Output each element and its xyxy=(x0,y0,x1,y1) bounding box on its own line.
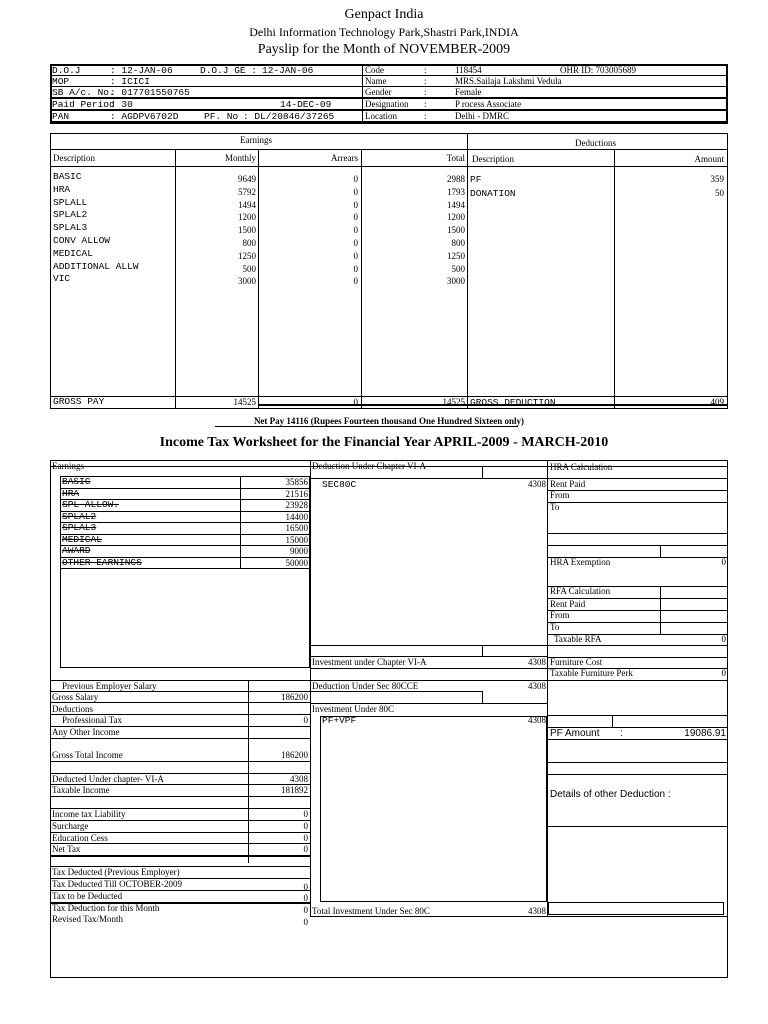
pf-value: : DL/20846/37265 xyxy=(243,111,335,122)
sec80cce-label: Deduction Under Sec 80CCE xyxy=(312,681,419,691)
earning-row-desc: SPLALL xyxy=(53,196,88,208)
earning-row-monthly: 9649 xyxy=(238,174,256,184)
ws-earning-label: BASIC xyxy=(62,476,91,487)
gross-pay-total: 14525 xyxy=(442,397,465,407)
earning-row-total: 800 xyxy=(451,238,465,248)
hra-calc-label: HRA Calculation xyxy=(550,462,613,472)
sb-label: SB A/c. No. xyxy=(52,87,115,98)
earnings-label: Earnings xyxy=(52,461,84,471)
gross-salary-label: Gross Salary xyxy=(52,692,99,702)
designation-label: Designation xyxy=(365,99,409,109)
total-80c-value: 4308 xyxy=(528,906,546,916)
sec80c-value: 4308 xyxy=(528,479,546,489)
payslip-title: Payslip for the Month of NOVEMBER-2009 xyxy=(257,42,511,57)
gross-deduction-amount: 409 xyxy=(710,397,724,407)
worksheet-title: Income Tax Worksheet for the Financial Year APRIL-2009 - MARCH-2010 xyxy=(159,435,609,450)
other-deduction-label: Details of other Deduction : xyxy=(550,789,671,800)
earning-row-desc: SPLAL2 xyxy=(53,209,88,221)
earning-row-monthly: 1200 xyxy=(238,212,256,223)
deductions-heading: Deductions xyxy=(575,138,616,148)
deductions-label: Deductions xyxy=(52,704,93,714)
ws-earning-value: 23928 xyxy=(285,500,308,510)
location-value: Delhi - DMRC xyxy=(455,111,509,121)
colon: : xyxy=(424,87,427,97)
taxable-furniture-label: Taxable Furniture Perk xyxy=(550,668,633,678)
tax-deducted-till-label: Tax Deducted Till OCTOBER-2009 xyxy=(52,879,182,889)
col-monthly: Monthly xyxy=(224,153,256,163)
hra-rent-paid: Rent Paid xyxy=(550,479,586,489)
earning-row-arrears: 0 xyxy=(353,225,358,236)
surcharge-value: 0 xyxy=(303,821,308,831)
col-ded-description: Description xyxy=(472,154,514,164)
doj-label: D.O.J xyxy=(52,65,81,76)
gross-salary-value: 186200 xyxy=(281,692,308,702)
designation-value: P rocess Associate xyxy=(455,99,522,109)
ws-earning-label: AWARD xyxy=(62,545,91,556)
earning-row-desc: ADDITIONAL ALLW xyxy=(53,260,139,272)
ws-earning-label: SPL ALLOW. xyxy=(62,499,120,510)
via-label: Deduction Under Chapter VI-A xyxy=(312,461,427,471)
inv-80c-label: Investment Under 80C xyxy=(312,704,394,714)
pf-amount-value: 19086.91 xyxy=(684,728,726,739)
earning-row-total: 3000 xyxy=(447,276,465,287)
col-total: Total xyxy=(446,153,465,163)
inv-via-value: 4308 xyxy=(528,657,546,667)
earning-row-desc: SPLAL3 xyxy=(53,222,88,234)
furniture-cost-label: Furniture Cost xyxy=(550,657,603,667)
earning-row-total: 1200 xyxy=(447,212,465,223)
deduction-row-desc: PF xyxy=(470,174,482,185)
rfa-calc-label: RFA Calculation xyxy=(550,586,611,596)
earning-row-total: 500 xyxy=(451,263,465,274)
paid-period-label: Paid Period xyxy=(52,99,115,110)
ws-earning-value: 14400 xyxy=(285,511,308,522)
earning-row-monthly: 1250 xyxy=(238,250,256,261)
pfvpf-value: 4308 xyxy=(528,715,546,725)
ws-earning-label: OTHER EARNINGS xyxy=(62,556,142,568)
pan-value: : AGDPV6702D xyxy=(110,111,179,122)
hra-exemption-label: HRA Exemption xyxy=(550,557,611,567)
doj-value: : 12-JAN-06 xyxy=(110,65,173,76)
ws-earning-value: 16500 xyxy=(285,523,308,533)
sb-value: : 017701550765 xyxy=(110,87,190,98)
ws-earning-value: 35856 xyxy=(285,477,308,487)
earnings-heading: Earnings xyxy=(240,135,272,145)
earning-row-total: 1250 xyxy=(447,250,465,261)
taxable-furniture-value: 0 xyxy=(721,668,726,678)
earning-row-total: 1793 xyxy=(447,186,465,197)
inv-via-label: Investment under Chapter VI-A xyxy=(312,657,427,667)
earning-row-arrears: 0 xyxy=(353,250,358,261)
gender-label: Gender xyxy=(365,87,392,97)
hra-to: To xyxy=(550,502,560,512)
taxable-rfa-value: 0 xyxy=(721,634,726,644)
gender-value: Female xyxy=(455,87,482,97)
location-label: Location xyxy=(365,111,397,121)
earning-row-desc: VIC xyxy=(53,273,71,285)
earning-row-arrears: 0 xyxy=(353,276,358,287)
earning-row-monthly: 3000 xyxy=(238,276,256,287)
earning-row-arrears: 0 xyxy=(353,199,358,210)
ws-earning-label: SPLAL2 xyxy=(62,510,97,522)
col-amount: Amount xyxy=(694,154,724,164)
colon: : xyxy=(424,65,427,75)
company-name: Genpact India xyxy=(344,7,424,22)
earning-row-monthly: 1500 xyxy=(238,225,256,236)
taxable-income-label: Taxable Income xyxy=(52,785,110,795)
pan-label: PAN xyxy=(52,111,70,122)
ws-earning-label: SPLAL3 xyxy=(62,522,97,533)
earning-row-arrears: 0 xyxy=(353,186,358,197)
earning-row-arrears: 0 xyxy=(353,212,358,223)
company-address: Delhi Information Technology Park,Shastri Park,INDIA xyxy=(249,25,519,39)
earning-row-monthly: 800 xyxy=(242,238,256,248)
net-tax-label: Net Tax xyxy=(52,844,81,854)
earning-row-desc: MEDICAL xyxy=(53,247,93,259)
rfa-rent-paid: Rent Paid xyxy=(550,599,586,609)
earning-row-monthly: 500 xyxy=(242,263,256,274)
mop-label: MOP xyxy=(52,76,70,87)
revised-tax-label: Revised Tax/Month xyxy=(52,914,123,924)
gti-value: 186200 xyxy=(281,750,308,760)
ws-earning-label: HRA xyxy=(62,487,80,499)
gross-pay-monthly: 14525 xyxy=(233,397,256,407)
prof-tax-label: Professional Tax xyxy=(62,715,122,725)
ws-earning-label: MEDICAL xyxy=(62,533,102,545)
ohr-id: OHR ID: 703005689 xyxy=(560,65,636,75)
deduction-row-desc: DONATION xyxy=(470,188,516,199)
earning-row-total: 2988 xyxy=(447,174,465,184)
earning-row-monthly: 1494 xyxy=(238,199,256,210)
pf-amount-label: PF Amount xyxy=(550,728,600,739)
tax-deducted-prev-label: Tax Deducted (Previous Employer) xyxy=(52,867,180,877)
name-value: MRS.Sailaja Lakshmi Vedula xyxy=(455,76,562,86)
dojge-value: 12-JAN-06 xyxy=(262,65,314,76)
col-arrears: Arrears xyxy=(331,153,358,163)
earning-row-arrears: 0 xyxy=(353,238,358,248)
col-description: Description xyxy=(53,153,95,163)
name-label: Name xyxy=(365,76,387,86)
tax-to-deduct-value: 0 xyxy=(303,893,308,903)
colon: : xyxy=(424,111,427,121)
earning-row-arrears: 0 xyxy=(353,263,358,274)
taxable-rfa-label: Taxable RFA xyxy=(554,634,602,644)
tax-this-month-label: Tax Deduction for this Month xyxy=(52,903,160,913)
sec80c-label: SEC80C xyxy=(322,479,357,490)
earning-row-monthly: 5792 xyxy=(238,186,256,197)
tax-liability-label: Income tax Liability xyxy=(52,809,126,819)
earning-row-desc: CONV ALLOW xyxy=(53,235,111,246)
gross-pay-label: GROSS PAY xyxy=(53,396,105,407)
revised-tax-value: 0 xyxy=(303,917,308,927)
mop-value: : ICICI xyxy=(110,76,150,87)
gross-pay-arrears: 0 xyxy=(353,397,358,407)
earning-row-total: 1494 xyxy=(447,199,465,210)
ws-earning-value: 21516 xyxy=(285,488,308,499)
net-pay: Net Pay 14116 (Rupees Fourteen thousand One Hundred Sixteen only) xyxy=(253,416,525,426)
sec80cce-value: 4308 xyxy=(528,681,546,691)
ded-via-value: 4308 xyxy=(290,774,308,784)
rfa-from: From xyxy=(550,610,570,620)
paid-date: 14-DEC-09 xyxy=(280,99,332,110)
code-value: 118454 xyxy=(455,65,482,75)
pf-label: PF. No xyxy=(204,111,239,122)
earning-row-total: 1500 xyxy=(447,225,465,236)
dojge-label: D.O.J GE : xyxy=(200,65,258,76)
cess-value: 0 xyxy=(303,833,308,843)
paid-period-value: : 30 xyxy=(110,99,133,110)
pfvpf-label: PF+VPF xyxy=(322,715,357,726)
prof-tax-value: 0 xyxy=(303,715,308,725)
surcharge-label: Surcharge xyxy=(52,821,89,831)
earning-row-desc: BASIC xyxy=(53,171,82,182)
other-income-label: Any Other Income xyxy=(52,727,120,737)
cess-label: Education Cess xyxy=(52,833,108,843)
net-tax-value: 0 xyxy=(303,844,308,854)
colon: : xyxy=(424,76,427,86)
prev-employer-salary: Previous Employer Salary xyxy=(62,681,157,691)
ded-via-label: Deducted Under chapter- VI-A xyxy=(52,774,164,784)
deduction-row-amount: 50 xyxy=(715,188,724,198)
ws-earning-value: 9000 xyxy=(290,546,308,556)
earning-row-desc: HRA xyxy=(53,183,71,195)
tax-to-deduct-label: Tax to be Deducted xyxy=(52,891,123,901)
gross-deduction-label: GROSS DEDUCTION xyxy=(470,397,556,408)
tax-deducted-till-value: 0 xyxy=(303,882,308,892)
colon: : xyxy=(424,99,427,109)
deduction-row-amount: 359 xyxy=(710,174,724,184)
ws-earning-value: 15000 xyxy=(285,534,308,545)
earning-row-arrears: 0 xyxy=(353,174,358,184)
tax-liability-value: 0 xyxy=(303,809,308,819)
gti-label: Gross Total Income xyxy=(52,750,123,760)
rfa-to: To xyxy=(550,622,560,632)
hra-exemption-value: 0 xyxy=(721,557,726,567)
total-80c-label: Total Investment Under Sec 80C xyxy=(312,906,430,916)
taxable-income-value: 181892 xyxy=(281,785,308,795)
code-label: Code xyxy=(365,65,384,75)
tax-this-month-value: 0 xyxy=(303,905,308,915)
pf-amount-colon: : xyxy=(620,728,623,739)
ws-earning-value: 50000 xyxy=(285,557,308,568)
hra-from: From xyxy=(550,490,570,500)
